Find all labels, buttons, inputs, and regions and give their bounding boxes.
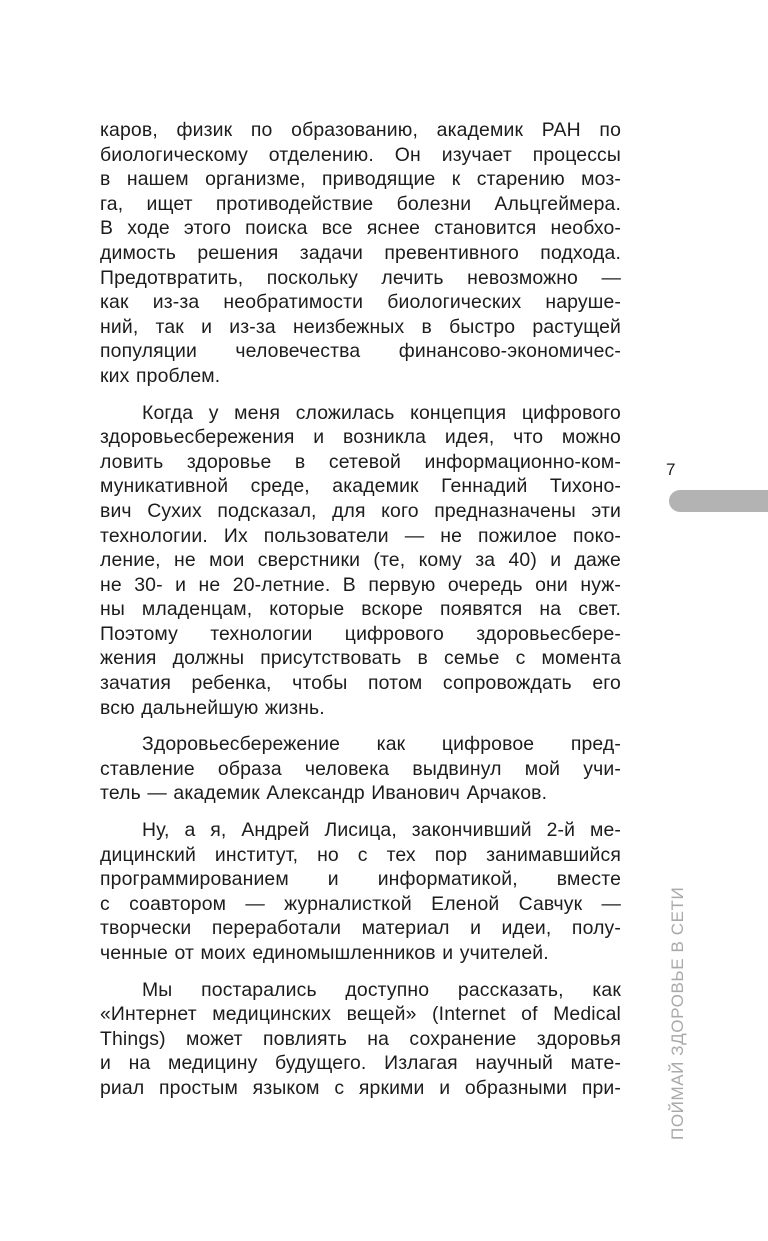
text-line: и на медицину будущего. Излагая научный мате- [100,1052,621,1075]
text-line: риал простым языком с яркими и образными при- [100,1076,621,1099]
text-line: каров, физик по образованию, академик РАН по [100,119,621,141]
text-line: зачатия ребенка, чтобы потом сопровождать его [100,672,621,695]
paragraph-2 [100,401,621,721]
text-line: технологии. Их пользователи — не пожилое поко- [100,524,621,547]
text-line: популяции человечества финансово-экономичес- [100,340,621,363]
text-line: Ну, а я, Андрей Лисица, закончивший 2-й ме- [142,819,621,842]
paragraph-3 [100,732,621,806]
text-line: ны младенцам, которые вскоре появятся на свет. [100,598,621,621]
text-line: ний, так и из-за неизбежных в быстро растущей [100,315,621,338]
text-line: димость решения задачи превентивного подхода. [100,241,621,264]
text-line: ловить здоровье в сетевой информационно-ком- [100,450,621,473]
text-line: не 30- и не 20-летние. В первую очередь они нуж- [100,573,621,596]
paragraph-4 [100,818,621,966]
paragraph-5 [100,978,621,1101]
text-line: Предотвратить, поскольку лечить невозможно — [100,266,621,289]
text-line: тель — академик Александр Иванович Арчаков. [100,782,548,805]
text-line: в нашем организме, приводящие к старению моз- [100,168,621,191]
text-line: всю дальнейшую жизнь. [100,696,325,719]
text-line: как из-за необратимости биологических наруше- [100,291,621,314]
text-line: ченные от моих единомышленников и учителей. [100,942,549,964]
text-line: здоровьесбережения и возникла идея, что можно [100,426,621,449]
body-text [100,118,621,1113]
text-line: вич Сухих подсказал, для кого предназначены эти [100,499,621,522]
text-line: жения должны присутствовать в семье с момента [100,647,621,670]
text-line: ление, не мои сверстники (те, кому за 40) и даже [100,549,621,572]
text-line: творчески переработали материал и идеи, полу- [100,917,621,940]
text-line: программированием и информатикой, вместе [100,868,621,891]
text-line: ких проблем. [100,364,221,387]
text-line: Здоровьесбережение как цифровое пред- [142,733,621,756]
text-line: Мы постарались доступно рассказать, как [142,978,621,1001]
text-line: муникативной среде, академик Геннадий Тихоно- [100,475,621,498]
running-title: ПОЙМАЙ ЗДОРОВЬЕ В СЕТИ [668,886,687,1140]
text-line: ставление образа человека выдвинул мой учи- [100,757,621,780]
text-line: «Интернет медицинских вещей» (Internet of Medical [100,1003,621,1026]
text-line: биологическому отделению. Он изучает процессы [100,143,621,166]
text-line: В ходе этого поиска все яснее становится необхо- [100,217,621,240]
text-line: с соавтором — журналисткой Еленой Савчук — [100,892,621,915]
text-line: Things) может повлиять на сохранение здоровья [100,1027,621,1050]
text-line: Когда у меня сложилась концепция цифрового [142,401,621,424]
text-line: дицинский институт, но с тех пор занимавшийся [100,843,621,866]
text-line: Поэтому технологии цифрового здоровьесбере- [100,622,621,645]
chapter-thumb-tab [669,490,768,512]
text-line: га, ищет противодействие болезни Альцгеймера. [100,192,621,215]
page-number: 7 [666,460,676,479]
paragraph-1 [100,118,621,389]
